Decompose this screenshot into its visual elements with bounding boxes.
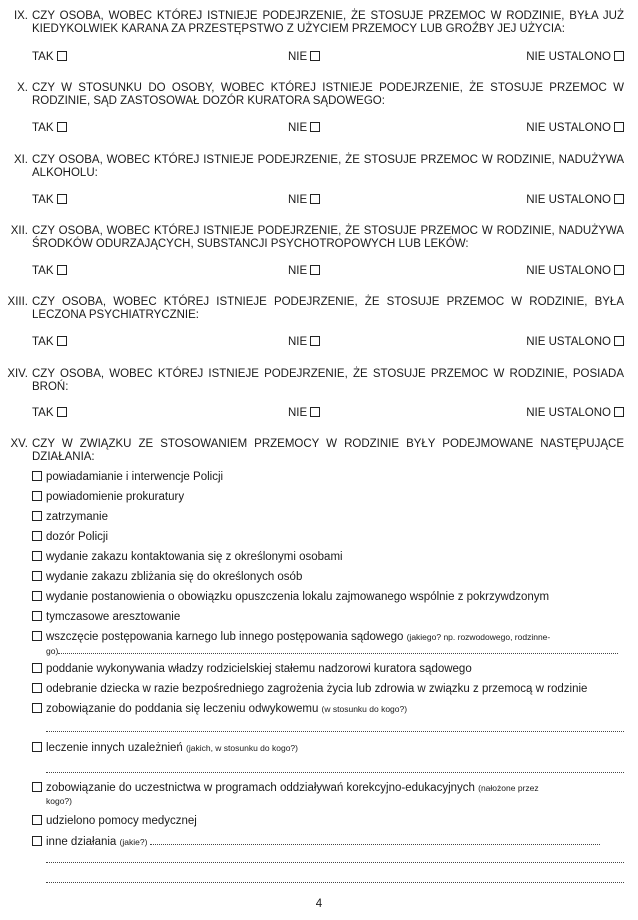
checkbox[interactable]: [32, 782, 42, 792]
option-unknown[interactable]: NIE USTALONO: [526, 407, 624, 420]
checkbox[interactable]: [57, 51, 67, 61]
action-item-continuation: [46, 795, 624, 808]
question-text: CZY W STOSUNKU DO OSOBY, WOBEC KTÓREJ ISTNIEJE PODEJRZENIE, ŻE STOSUJE PRZEMOC W RODZINIE, SĄD ZASTOSOWAŁ DOZÓR KURATORA SĄDOWEGO:: [32, 82, 624, 107]
action-item[interactable]: inne działania (jakie?): [32, 835, 624, 849]
checkbox[interactable]: [57, 265, 67, 275]
fill-line[interactable]: [46, 882, 624, 883]
action-item[interactable]: powiadomienie prokuratury: [32, 491, 624, 504]
checkbox[interactable]: [32, 591, 42, 601]
option-yes[interactable]: TAK: [32, 336, 67, 349]
checkbox[interactable]: [57, 194, 67, 204]
action-item[interactable]: tymczasowe aresztowanie: [32, 611, 624, 624]
fill-line[interactable]: [46, 772, 624, 773]
note: (jakich, w stosunku do kogo?): [186, 743, 298, 753]
option-no[interactable]: NIE: [288, 122, 320, 135]
action-item[interactable]: zobowiązanie do uczestnictwa w programach oddziaływań korekcyjno-edukacyjnych (nałożone przez: [32, 782, 624, 795]
note: go): [46, 646, 59, 656]
option-no[interactable]: NIE: [288, 194, 320, 207]
option-yes[interactable]: TAK: [32, 407, 67, 420]
question-text: CZY OSOBA, WOBEC KTÓREJ ISTNIEJE PODEJRZENIE, ŻE STOSUJE PRZEMOC W RODZINIE, NADUŻYWA ALKOHOLU:: [32, 154, 624, 179]
action-item[interactable]: zatrzymanie: [32, 511, 624, 524]
checkbox[interactable]: [310, 265, 320, 275]
checkbox[interactable]: [32, 471, 42, 481]
note: kogo?): [46, 796, 72, 806]
checkbox[interactable]: [32, 703, 42, 713]
question-number: XI.: [13, 154, 28, 166]
action-item[interactable]: dozór Policji: [32, 531, 624, 544]
action-item[interactable]: wydanie postanowienia o obowiązku opuszczenia lokalu zajmowanego wspólnie z pokrzywdzonym: [32, 591, 624, 604]
option-no[interactable]: NIE: [288, 51, 320, 64]
option-unknown[interactable]: NIE USTALONO: [526, 336, 624, 349]
option-yes[interactable]: TAK: [32, 265, 67, 278]
checkbox[interactable]: [614, 336, 624, 346]
checkbox[interactable]: [32, 663, 42, 673]
action-item[interactable]: powiadamianie i interwencje Policji: [32, 471, 624, 484]
checkbox[interactable]: [32, 631, 42, 641]
question-text: CZY W ZWIĄZKU ZE STOSOWANIEM PRZEMOCY W RODZINIE BYŁY PODEJMOWANE NASTĘPUJĄCE DZIAŁANIA:: [32, 438, 624, 463]
question-number: XIV.: [7, 368, 28, 380]
checkbox[interactable]: [310, 194, 320, 204]
action-item[interactable]: odebranie dziecka w razie bezpośredniego zagrożenia życia lub zdrowia w związku z przemocą w rodzinie: [32, 683, 624, 696]
checkbox[interactable]: [614, 122, 624, 132]
checkbox[interactable]: [614, 51, 624, 61]
question-number: XIII.: [7, 296, 28, 308]
question-text: CZY OSOBA, WOBEC KTÓREJ ISTNIEJE PODEJRZENIE, ŻE STOSUJE PRZEMOC W RODZINIE, POSIADA BROŃ:: [32, 368, 624, 393]
fill-line[interactable]: [46, 731, 624, 732]
option-yes[interactable]: TAK: [32, 122, 67, 135]
option-no[interactable]: NIE: [288, 336, 320, 349]
option-yes[interactable]: TAK: [32, 194, 67, 207]
checkbox[interactable]: [32, 571, 42, 581]
checkbox[interactable]: [310, 51, 320, 61]
action-item[interactable]: wydanie zakazu kontaktowania się z określonymi osobami: [32, 551, 624, 564]
question-number: IX.: [13, 10, 28, 22]
fill-line[interactable]: [58, 644, 618, 654]
option-no[interactable]: NIE: [288, 265, 320, 278]
question-number: XII.: [10, 225, 28, 237]
checkbox[interactable]: [32, 551, 42, 561]
checkbox[interactable]: [614, 265, 624, 275]
checkbox[interactable]: [32, 683, 42, 693]
checkbox[interactable]: [614, 194, 624, 204]
fill-line[interactable]: [150, 835, 600, 845]
action-item-continuation: [46, 644, 624, 658]
page-number: 4: [315, 898, 323, 910]
checkbox[interactable]: [32, 742, 42, 752]
question-text: CZY OSOBA, WOBEC KTÓREJ ISTNIEJE PODEJRZENIE, ŻE STOSUJE PRZEMOC W RODZINIE, BYŁA LECZONA PSYCHIATRYCZNIE:: [32, 296, 624, 321]
question-text: CZY OSOBA, WOBEC KTÓREJ ISTNIEJE PODEJRZENIE, ŻE STOSUJE PRZEMOC W RODZINIE, NADUŻYWA ŚRODKÓW ODURZAJĄCYCH, SUBSTANCJI PSYCHOTROPOWYCH LUB LEKÓW:: [32, 225, 624, 250]
action-item[interactable]: zobowiązanie do poddania się leczeniu odwykowemu (w stosunku do kogo?): [32, 703, 624, 716]
checkbox[interactable]: [32, 491, 42, 501]
action-item[interactable]: wydanie zakazu zbliżania się do określonych osób: [32, 571, 624, 584]
option-unknown[interactable]: NIE USTALONO: [526, 51, 624, 64]
checkbox[interactable]: [32, 511, 42, 521]
action-item[interactable]: poddanie wykonywania władzy rodzicielskiej stałemu nadzorowi kuratora sądowego: [32, 663, 624, 676]
option-no[interactable]: NIE: [288, 407, 320, 420]
question-number: XV.: [10, 438, 28, 450]
note: (w stosunku do kogo?): [321, 704, 408, 714]
note: (jakie?): [119, 837, 148, 847]
note: (jakiego? np. rozwodowego, rodzinne-: [406, 632, 551, 642]
action-item[interactable]: wszczęcie postępowania karnego lub innego postępowania sądowego (jakiego? np. rozwodowego, rodzinne-: [32, 631, 624, 644]
fill-line[interactable]: [46, 862, 624, 863]
action-item[interactable]: udzielono pomocy medycznej: [32, 815, 624, 828]
checkbox[interactable]: [32, 815, 42, 825]
checkbox[interactable]: [57, 336, 67, 346]
question-text: CZY OSOBA, WOBEC KTÓREJ ISTNIEJE PODEJRZENIE, ŻE STOSUJE PRZEMOC W RODZINIE, BYŁA JUŻ KIEDYKOLWIEK KARANA ZA PRZESTĘPSTWO Z UŻYCIEM PRZEMOCY LUB GROŹBY JEJ UŻYCIA:: [32, 10, 624, 35]
option-yes[interactable]: TAK: [32, 51, 67, 64]
checkbox[interactable]: [310, 122, 320, 132]
checkbox[interactable]: [310, 336, 320, 346]
note: (nałożone przez: [478, 783, 539, 793]
checkbox[interactable]: [57, 122, 67, 132]
option-unknown[interactable]: NIE USTALONO: [526, 265, 624, 278]
checkbox[interactable]: [310, 407, 320, 417]
option-unknown[interactable]: NIE USTALONO: [526, 194, 624, 207]
checkbox[interactable]: [57, 407, 67, 417]
option-unknown[interactable]: NIE USTALONO: [526, 122, 624, 135]
question-number: X.: [17, 82, 28, 94]
checkbox[interactable]: [32, 531, 42, 541]
checkbox[interactable]: [32, 836, 42, 846]
checkbox[interactable]: [614, 407, 624, 417]
action-item[interactable]: leczenie innych uzależnień (jakich, w stosunku do kogo?): [32, 742, 624, 755]
checkbox[interactable]: [32, 611, 42, 621]
